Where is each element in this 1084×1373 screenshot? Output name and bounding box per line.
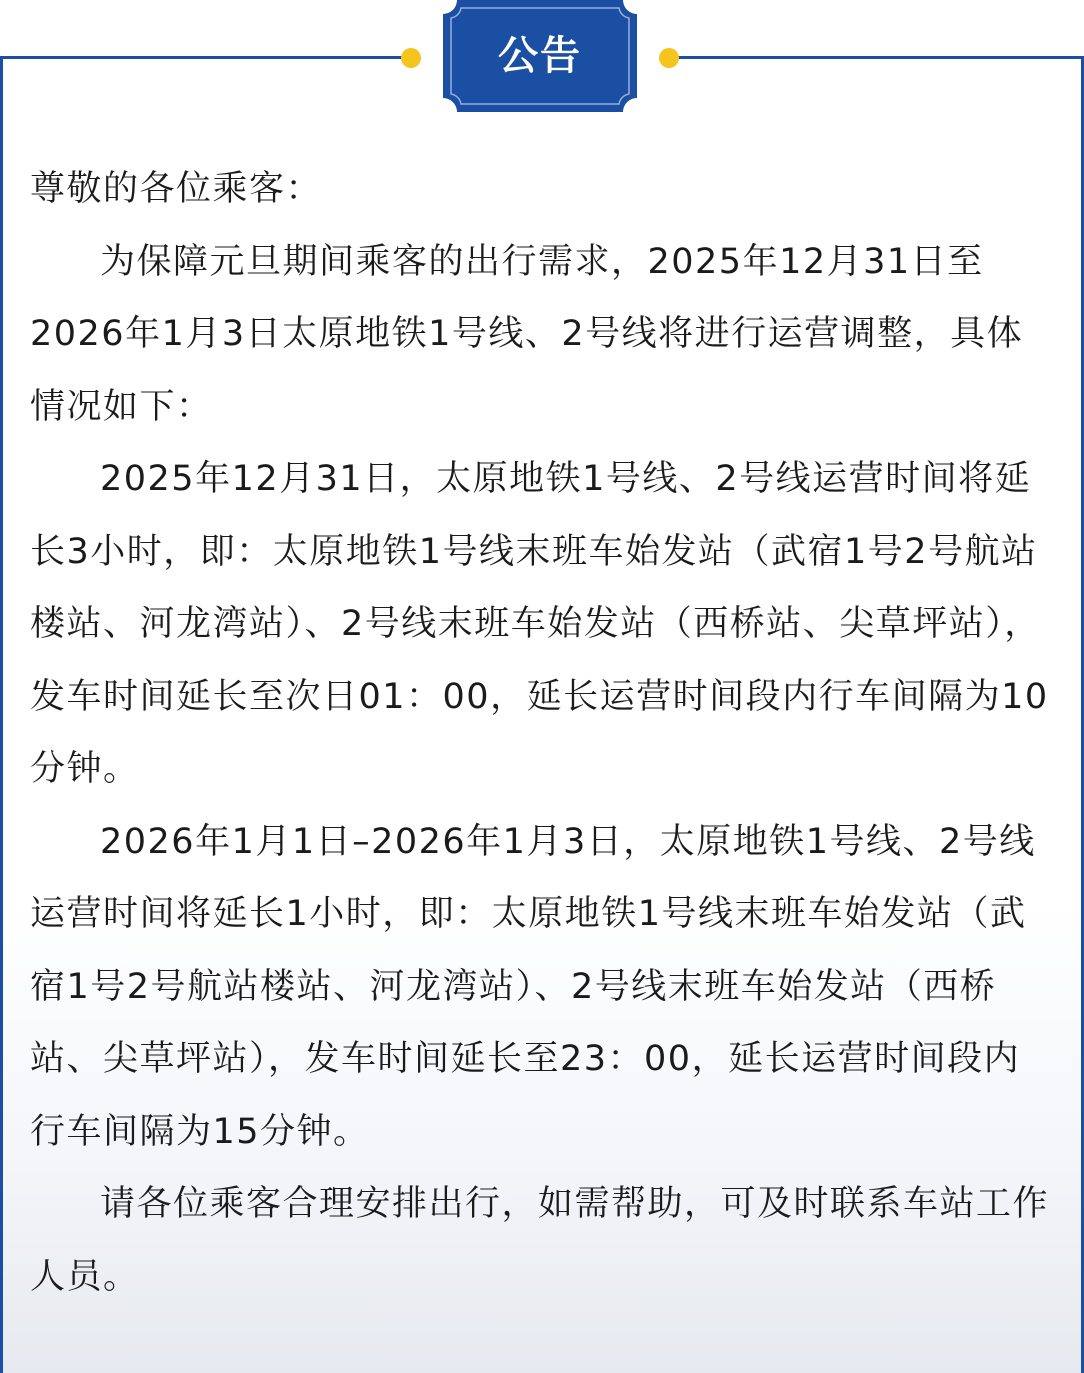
notice-paragraph-jan1-3: 2026年1月1日–2026年1月3日，太原地铁1号线、2号线运营时间将延长1小时，即：太原地铁1号线末班车始发站（武宿1号2号航站楼站、河龙湾站）、2号线末班车始发站（西桥站、尖草坪站），发车时间延长至23：00，延长运营时间段内行车间隔为15分钟。 (30, 821, 1036, 1152)
notice-title-badge (443, 0, 637, 112)
notice-title: 公告 (498, 33, 582, 79)
notice-body (30, 153, 1050, 1313)
decorative-dot-left (401, 48, 421, 68)
frame-top-right-border (676, 56, 1084, 59)
frame-top-left-border (0, 56, 404, 59)
notice-paragraph-dec31: 2025年12月31日，太原地铁1号线、2号线运营时间将延长3小时，即：太原地铁1号线末班车始发站（武宿1号2号航站楼站、河龙湾站）、2号线末班车始发站（西桥站、尖草坪站），发车时间延长至次日01：00，延长运营时间段内行车间隔为10分钟。 (30, 459, 1049, 789)
frame-left-border (0, 56, 3, 1373)
notice-paragraph-intro: 为保障元旦期间乘客的出行需求，2025年12月31日至2026年1月3日太原地铁1号线、2号线将进行运营调整，具体情况如下： (30, 241, 1024, 427)
notice-paragraph-closing: 请各位乘客合理安排出行，如需帮助，可及时联系车站工作人员。 (30, 1184, 1050, 1297)
decorative-dot-right (659, 48, 679, 68)
notice-greeting: 尊敬的各位乘客： (30, 169, 323, 209)
